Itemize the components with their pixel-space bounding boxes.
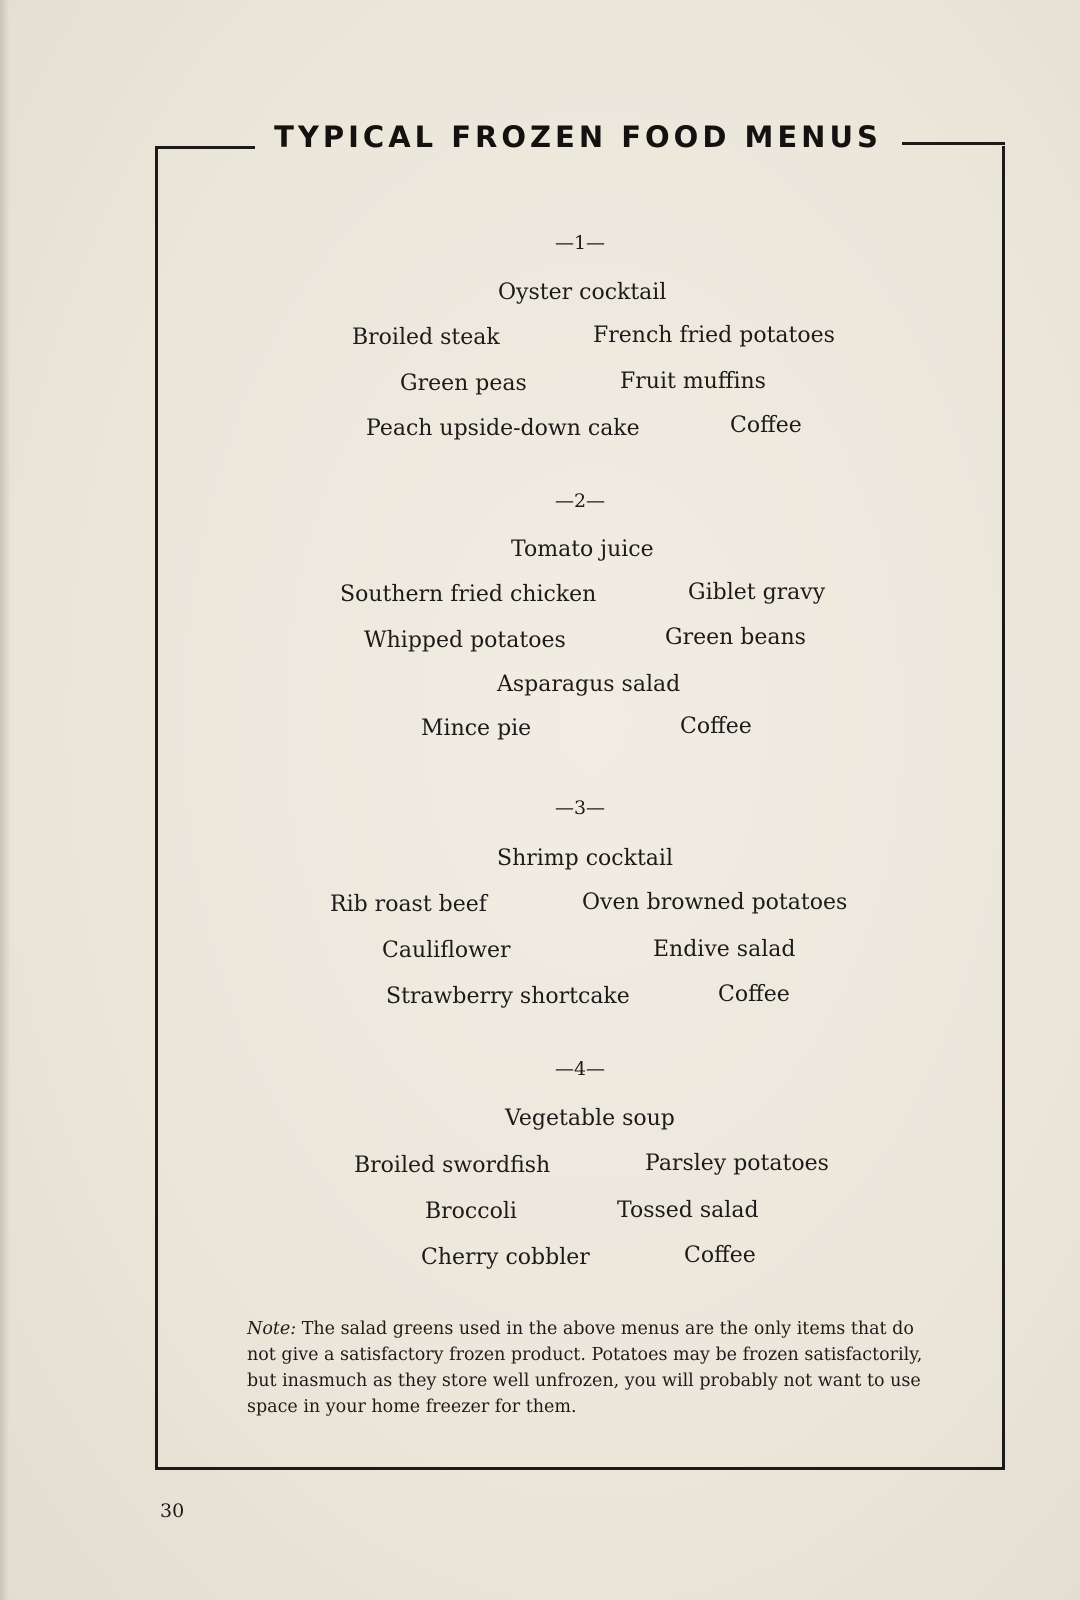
- menu-number-4: —4—: [554, 1058, 606, 1080]
- note-paragraph: [247, 1316, 937, 1420]
- page-spine-shadow: [0, 0, 10, 1600]
- menu-number-1: —1—: [554, 232, 606, 254]
- page-number: 30: [160, 1500, 185, 1522]
- menu-4-item: Broccoli: [425, 1199, 517, 1224]
- menu-4-item: Vegetable soup: [505, 1106, 675, 1131]
- menu-2-item: Coffee: [680, 714, 752, 739]
- frame-top-rule-right: [902, 142, 1005, 145]
- frame-top-rule-left: [155, 146, 255, 149]
- menu-1-item: French fried potatoes: [593, 323, 835, 348]
- menu-2-item: Tomato juice: [511, 537, 654, 562]
- menu-4-item: Tossed salad: [617, 1198, 759, 1223]
- menu-1-item: Green peas: [400, 371, 527, 396]
- menu-3-item: Shrimp cocktail: [497, 846, 673, 871]
- menu-number-2: —2—: [554, 490, 606, 512]
- menu-number-3: —3—: [554, 797, 606, 819]
- menu-1-item: Broiled steak: [352, 325, 500, 350]
- menu-2-item: Mince pie: [421, 716, 532, 741]
- menu-2-item: Southern fried chicken: [340, 582, 597, 607]
- menu-2-item: Giblet gravy: [688, 580, 826, 605]
- note-label: Note:: [247, 1319, 297, 1339]
- menu-1-item: Fruit muffins: [620, 369, 766, 394]
- menu-4-item: Broiled swordfish: [354, 1153, 551, 1178]
- note-text: The salad greens used in the above menus are the only items that do not give a satisfactory frozen product. Potatoes may be frozen satisfactorily, but inasmuch as they store well unfrozen, you will probably not want to use space in your home freezer for them.: [247, 1319, 923, 1417]
- menu-4-item: Parsley potatoes: [645, 1151, 829, 1176]
- menu-3-item: Cauliflower: [382, 938, 511, 963]
- menu-1-item: Peach upside-down cake: [366, 416, 640, 441]
- menu-3-item: Oven browned potatoes: [582, 890, 848, 915]
- menu-2-item: Green beans: [665, 625, 806, 650]
- menu-4-item: Coffee: [684, 1243, 756, 1268]
- menu-1-item: Oyster cocktail: [498, 280, 667, 305]
- menu-1-item: Coffee: [730, 413, 802, 438]
- menu-3-item: Strawberry shortcake: [386, 984, 630, 1009]
- menu-3-item: Endive salad: [653, 937, 796, 962]
- menu-2-item: Whipped potatoes: [364, 628, 566, 653]
- menu-3-item: Rib roast beef: [330, 892, 487, 917]
- menu-3-item: Coffee: [718, 982, 790, 1007]
- menu-4-item: Cherry cobbler: [421, 1245, 590, 1270]
- menu-2-item: Asparagus salad: [497, 672, 681, 697]
- page-title: TYPICAL FROZEN FOOD MENUS: [274, 120, 882, 154]
